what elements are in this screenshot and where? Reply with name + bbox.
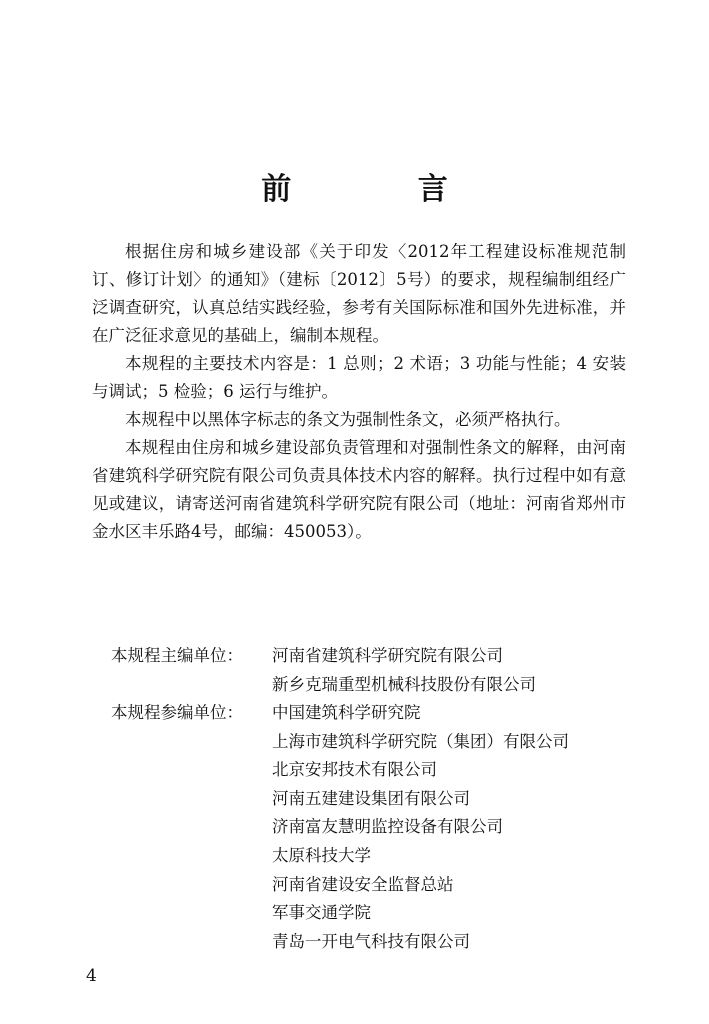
preface-paragraph: 本规程中以黑体字标志的条文为强制性条文，必须严格执行。 [125, 410, 571, 429]
editor-units-label: 本规程主编单位： [111, 646, 243, 665]
participating-units [92, 699, 652, 956]
editor-units [92, 642, 652, 699]
editor-unit-row [92, 671, 652, 700]
participating-unit-name: 军事交通学院 [272, 903, 371, 923]
participating-unit-name: 上海市建筑科学研究院（集团）有限公司 [272, 731, 569, 751]
preface-paragraph: 根据住房和城乡建设部《关于印发〈2012年工程建设标准规范制订、修订计划〉的通知》（建标〔2012〕5号）的要求，规程编制组经广泛调查研究，认真总结实践经验，参考有关国际标准和国外先进标准，并在广泛征求意见的基础上，编制本规程。 [92, 242, 626, 345]
participating-unit-name: 太原科技大学 [272, 845, 371, 865]
participating-unit-row [92, 728, 652, 757]
participating-unit-row [92, 842, 652, 871]
participating-unit-row [92, 899, 652, 928]
participating-unit-name: 济南富友慧明监控设备有限公司 [272, 817, 503, 837]
participating-unit-row [92, 928, 652, 957]
editor-unit-name: 新乡克瑞重型机械科技股份有限公司 [272, 674, 536, 694]
participating-unit-row [92, 756, 652, 785]
participating-unit-row [92, 813, 652, 842]
page-title: 前 言 [261, 172, 506, 207]
participating-unit-name: 青岛一开电气科技有限公司 [272, 931, 470, 951]
editor-unit-row [92, 642, 652, 671]
participating-unit-name: 中国建筑科学研究院 [272, 703, 421, 722]
preface-paragraph: 本规程由住房和城乡建设部负责管理和对强制性条文的解释，由河南省建筑科学研究院有限公司负责具体技术内容的解释。执行过程中如有意见或建议，请寄送河南省建筑科学研究院有限公司（地址：河南省郑州市金水区丰乐路4号，邮编：450053）。 [92, 438, 626, 541]
preface-body [92, 238, 626, 546]
editor-unit-name: 河南省建筑科学研究院有限公司 [272, 646, 503, 665]
participating-unit-row [92, 699, 652, 728]
page-number: 4 [86, 966, 97, 986]
participating-unit-name: 河南省建设安全监督总站 [272, 874, 454, 894]
participating-units-label: 本规程参编单位： [111, 703, 243, 722]
preface-paragraph: 本规程的主要技术内容是：1 总则；2 术语；3 功能与性能；4 安装与调试；5 检验；6 运行与维护。 [92, 354, 626, 401]
participating-unit-name: 北京安邦技术有限公司 [272, 760, 437, 780]
participating-unit-row [92, 871, 652, 900]
participating-unit-name: 河南五建建设集团有限公司 [272, 788, 470, 808]
participating-unit-row [92, 785, 652, 814]
